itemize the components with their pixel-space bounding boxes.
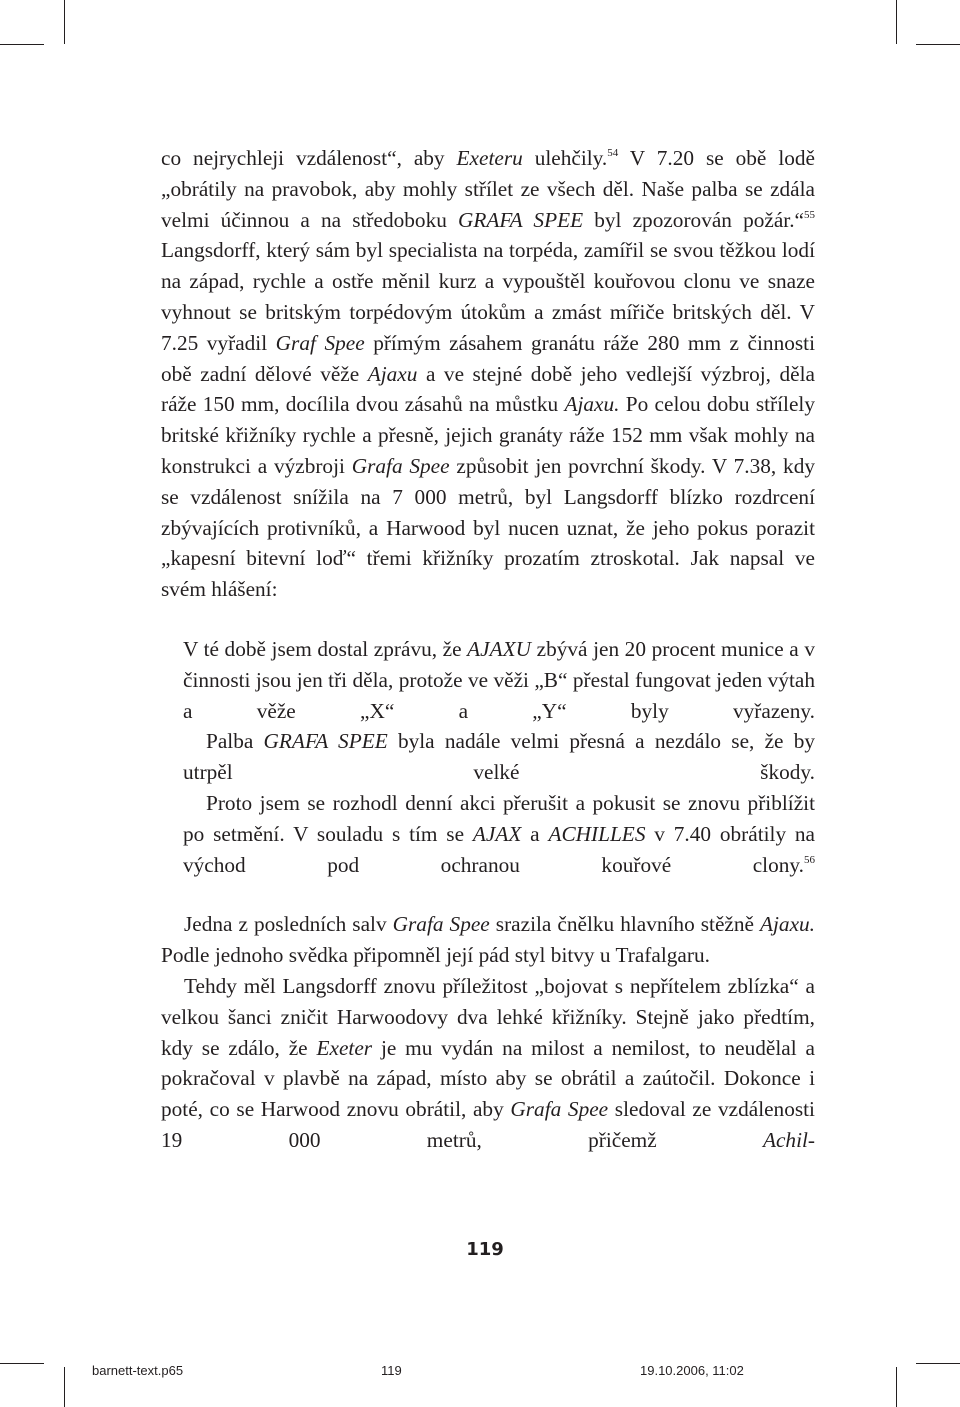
quote-paragraph: V té době jsem dostal zprávu, že AJAXU zbývá jen 20 procent munice a v činnosti jsou jen tři děla, protože ve věži „B“ přestal fungovat jeden výtah a věže „X“ a „Y“ byly vyřazeny. (183, 636, 815, 723)
italic-text: Grafa Spee (351, 453, 450, 478)
italic-text: GRAFA SPEE (458, 207, 584, 232)
paragraph: co nejrychleji vzdálenost“, aby Exeteru ulehčily.$^{54}$ V 7.20 se obě lodě „obrátily na pravobok, aby mohly střílet ze všech děl. Naše palba se zdála velmi účinnou a na středoboku GRAFA SPEE byl zpozorován požár.“$^{55}$ Langsdorff, který sám byl specialista na torpéda, zamířil se svou těžkou lodí na západ, rychle a ostře měnil kurz a vypouštěl kouřovou clonu ve snaze vyhnout se britským torpédovým útokům a zmást mířiče britských děl. V 7.25 vyřadil Graf Spee přímým zásahem granátu ráže 280 mm z činnosti obě zadní dělové věže Ajaxu a ve stejné době jeho vedlejší výzbroj, děla ráže 150 mm, docílila dvou zásahů na můstku Ajaxu. Po celou dobu střílely britské křižníky rychle a přesně, jejich granáty ráže 152 mm však mohly na konstrukci a výzbroji Grafa Spee způsobit jen povrchní škody. V 7.38, kdy se vzdálenost snížila na 7 000 metrů, byl Langsdorff blízko rozdrcení zbývajících protivníků, a Harwood byl nucen uznat, že jeho pokus porazit „kapesní bitevní loď“ třemi křižníky prozatím ztroskotal. Jak napsal ve svém hlášení: (161, 146, 815, 602)
italic-text: Ajaxu. (760, 912, 815, 937)
page-body (161, 143, 815, 1156)
paragraph: Tehdy měl Langsdorff znovu příležitost „bojovat s nepřítelem zblízka“ a velkou šanci zničit Harwoodovy dva lehké křižníky. Stejně jako předtím, kdy se zdálo, že Exeter je mu vydán na milost a nemilost, to neudělal a pokračoval v plavbě na západ, místo aby se obrátil a zaútočil. Dokonce i poté, co se Harwood znovu obrátil, aby Grafa Spee sledoval ze vzdálenosti 19 000 metrů, přičemž Achil- (161, 973, 815, 1152)
crop-mark (896, 0, 897, 44)
crop-mark (64, 1367, 65, 1407)
quote-paragraph: Proto jsem se rozhodl denní akci přerušit a pokusit se znovu přiblížit po setmění. V souladu s tím se AJAX a ACHILLES v 7.40 obrátily na východ pod ochranou kouřové clony.$^{56}$ (183, 790, 816, 877)
italic-text: AJAX (472, 821, 522, 846)
italic-text: Exeteru (456, 146, 523, 170)
block-quote (183, 634, 815, 880)
page-number: 119 (466, 1239, 504, 1260)
italic-text: AJAXU (467, 636, 532, 661)
italic-text: Grafa Spee (510, 1097, 609, 1122)
crop-mark (64, 0, 65, 44)
italic-text: Achil- (762, 1127, 815, 1152)
crop-mark (896, 1367, 897, 1407)
italic-text: Ajaxu (367, 361, 418, 386)
paragraph: Jedna z posledních salv Grafa Spee srazila čnělku hlavního stěžně Ajaxu. Podle jednoho svědka připomněl její pád styl bitvy u Trafalgaru. (161, 912, 815, 968)
quote-paragraph: Palba GRAFA SPEE byla nadále velmi přesná a nezdálo se, že by utrpěl velké škody. (183, 729, 815, 785)
italic-text: Exeter (316, 1035, 373, 1060)
italic-text: Graf Spee (275, 330, 365, 355)
crop-mark (0, 44, 44, 45)
crop-mark (916, 44, 960, 45)
italic-text: Ajaxu. (564, 392, 620, 417)
crop-mark (0, 1363, 44, 1364)
slug-datetime: 19.10.2006, 11:02 (640, 1363, 744, 1378)
footnote-ref: 55 (803, 208, 815, 221)
slug-page: 119 (381, 1363, 402, 1378)
slug-filename: barnett-text.p65 (92, 1363, 184, 1378)
footnote-ref: 56 (804, 853, 815, 866)
italic-text: GRAFA SPEE (263, 729, 388, 754)
italic-text: Grafa Spee (392, 912, 490, 937)
crop-mark (916, 1363, 960, 1364)
footnote-ref: 54 (607, 147, 619, 159)
italic-text: ACHILLES (548, 821, 646, 846)
